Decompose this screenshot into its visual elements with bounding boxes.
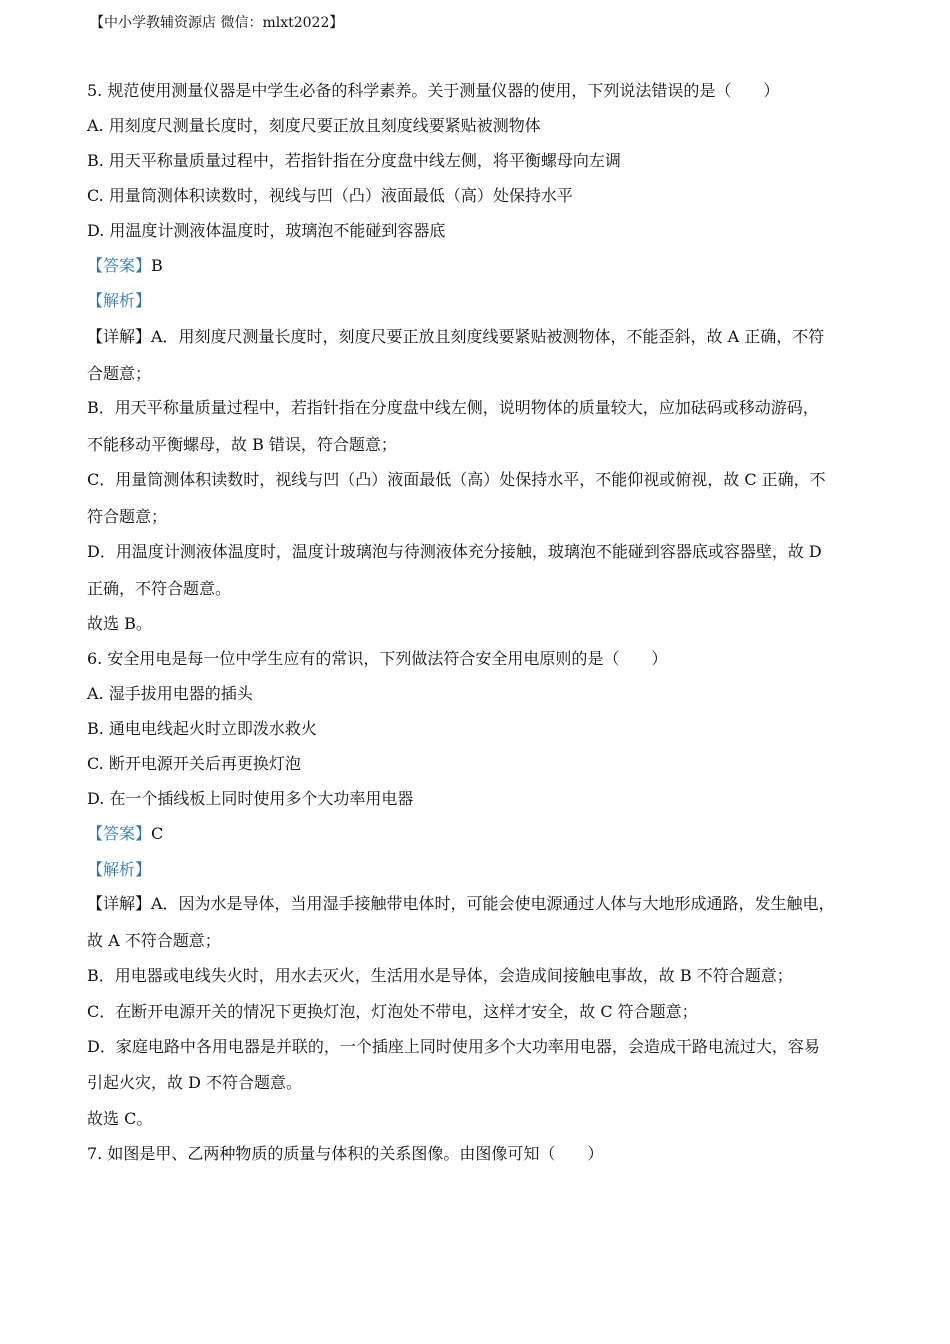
answer-tag: 【答案】 [87,256,152,275]
q5-detail-line: 正确，不符合题意。 [87,579,232,598]
q5-detail-line: 符合题意； [87,507,168,526]
q6-detail-line: B．用电器或电线失火时，用水去灭火，生活用水是导体，会造成间接触电事故，故 B 不符合题意； [87,966,793,985]
q6-option-b: B. 通电电线起火时立即泼水救火 [87,719,317,738]
q6-option-d: D. 在一个插线板上同时使用多个大功率用电器 [87,789,414,808]
q5-detail-line: D．用温度计测液体温度时，温度计玻璃泡与待测液体充分接触，玻璃泡不能碰到容器底或容器壁，故 D [87,542,822,561]
q5-detail-line: 不能移动平衡螺母，故 B 错误，符合题意； [87,435,397,454]
q6-detail-line: 【详解】A．因为水是导体，当用湿手接触带电体时，可能会使电源通过人体与大地形成通路，发生触电， [87,894,835,913]
answer-tag: 【答案】 [87,824,152,843]
answer-value: C [151,824,164,843]
q6-detail-line: C．在断开电源开关的情况下更换灯泡，灯泡处不带电，这样才安全，故 C 符合题意； [87,1002,698,1021]
q5-detail-line: C．用量筒测体积读数时，视线与凹（凸）液面最低（高）处保持水平，不能仰视或俯视，故 C 正确，不 [87,470,826,489]
q5-conclusion: 故选 B。 [87,614,152,633]
q5-option-a: A. 用刻度尺测量长度时，刻度尺要正放且刻度线要紧贴被测物体 [87,116,541,135]
q5-option-d: D. 用温度计测液体温度时，玻璃泡不能碰到容器底 [87,221,446,240]
q6-detail-line: 故 A 不符合题意； [87,931,221,950]
q6-answer [87,823,865,845]
question-5-stem: 5. 规范使用测量仪器是中学生必备的科学素养。关于测量仪器的使用，下列说法错误的是（ ） [87,81,780,100]
q5-detail-line: 合题意； [87,364,152,383]
q6-analysis-tag: 【解析】 [87,860,152,879]
q6-detail-line: 引起火灾，故 D 不符合题意。 [87,1073,303,1092]
q5-detail-line: 【详解】A．用刻度尺测量长度时，刻度尺要正放且刻度线要紧贴被测物体，不能歪斜，故 A 正确，不符 [87,327,825,346]
q6-detail-line: D．家庭电路中各用电器是并联的，一个插座上同时使用多个大功率用电器，会造成干路电流过大，容易 [87,1037,820,1056]
q5-detail-line: B．用天平称量质量过程中，若指针指在分度盘中线左侧，说明物体的质量较大，应加砝码或移动游码， [87,398,819,417]
q6-conclusion: 故选 C。 [87,1109,153,1128]
question-6-stem: 6. 安全用电是每一位中学生应有的常识，下列做法符合安全用电原则的是（ ） [87,649,668,668]
answer-value: B [151,256,163,275]
header-note: 【中小学教辅资源店 微信：mlxt2022】 [90,15,344,31]
q5-analysis-tag: 【解析】 [87,291,152,310]
q5-answer [87,255,865,277]
q5-option-b: B. 用天平称量质量过程中，若指针指在分度盘中线左侧，将平衡螺母向左调 [87,151,621,170]
q6-option-a: A. 湿手拔用电器的插头 [87,684,253,703]
question-7-stem: 7. 如图是甲、乙两种物质的质量与体积的关系图像。由图像可知（ ） [87,1144,604,1163]
q5-option-c: C. 用量筒测体积读数时，视线与凹（凸）液面最低（高）处保持水平 [87,186,573,205]
q6-option-c: C. 断开电源开关后再更换灯泡 [87,754,301,773]
